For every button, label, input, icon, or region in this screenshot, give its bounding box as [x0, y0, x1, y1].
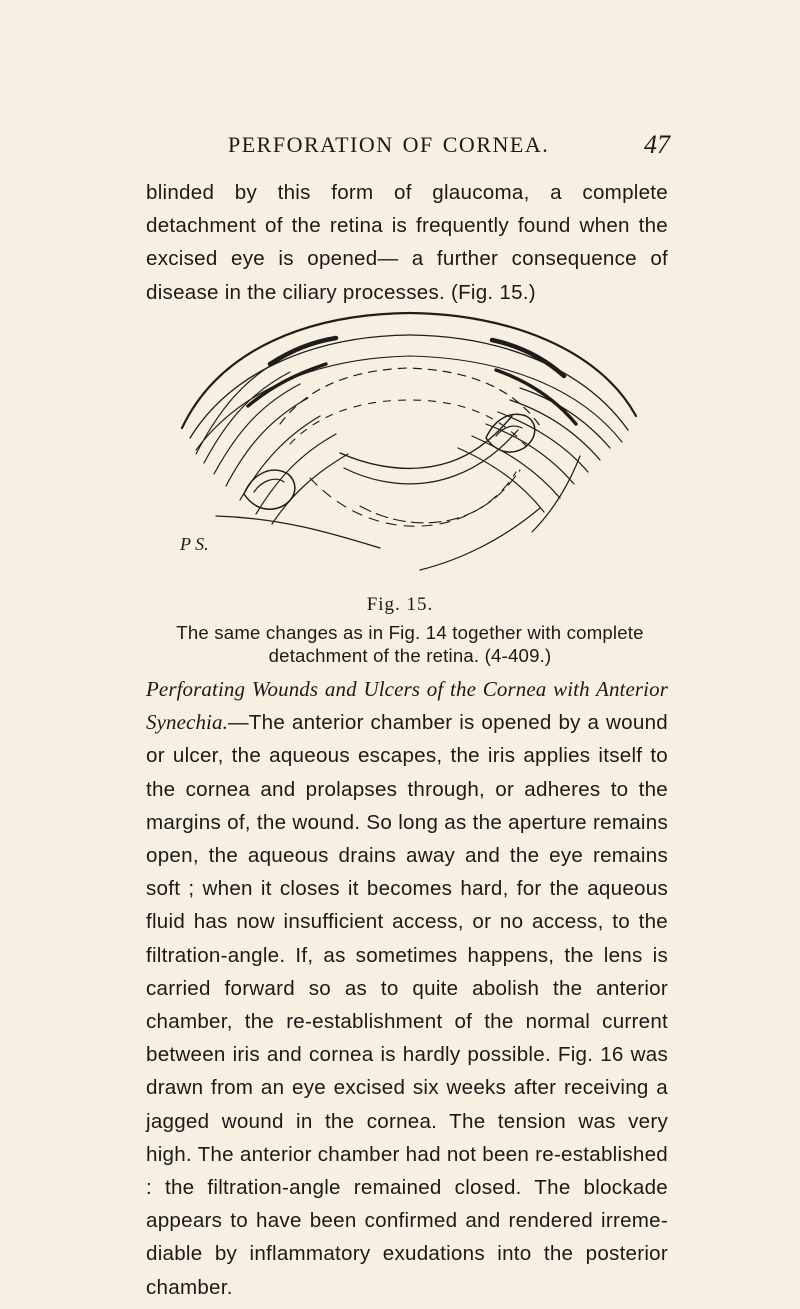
page-number: 47 — [644, 130, 670, 159]
paragraph-main-text: —The anterior chamber is opened by a wound or ulcer, the aqueous escapes, the iris applies itself to the cornea and prolapses through, or adheres to the margins of, the wound. So long as the aperture remains open, the aqueous drains away and the eye remains soft ; when it closes it becomes hard, for the aqueous fluid has now insufficient access, or no access, to the filtration-angle. If, as sometimes happens, the lens is carried forward so as to quite abolish the anterior chamber, the re-establishment of the normal current between iris and cornea is hardly possible. Fig. 16 was drawn from an eye excised six weeks after receiving a jagged wound in the cornea. The tension was very high. The anterior chamber had not been re-established : the filtration-angle remained closed. The blockade appears to have been confirmed and rendered irreme- diable by inflammatory exudations into the posterior chamber. — [146, 711, 668, 1299]
section-heading: Perforating Wounds and Ulcers of the Cornea with Anterior Synechia. — [146, 677, 668, 735]
eye-section-illustration — [160, 288, 660, 588]
running-title: PERFORATION OF CORNEA. — [228, 132, 550, 157]
figure-caption: The same changes as in Fig. 14 together with complete detachment of the retina. (4-409.) — [176, 622, 644, 666]
paragraph-main — [146, 673, 668, 1304]
running-head — [0, 132, 800, 162]
paragraph-top: blinded by this form of glaucoma, a complete detachment of the retina is frequently found when the excised eye is opened— a further consequence of disease in the ciliary processes. (Fig. 15.) — [146, 181, 668, 304]
figure-label: Fig. 15. — [366, 594, 434, 615]
figure-annotation: P S. — [180, 534, 209, 554]
figure-15 — [160, 288, 660, 588]
